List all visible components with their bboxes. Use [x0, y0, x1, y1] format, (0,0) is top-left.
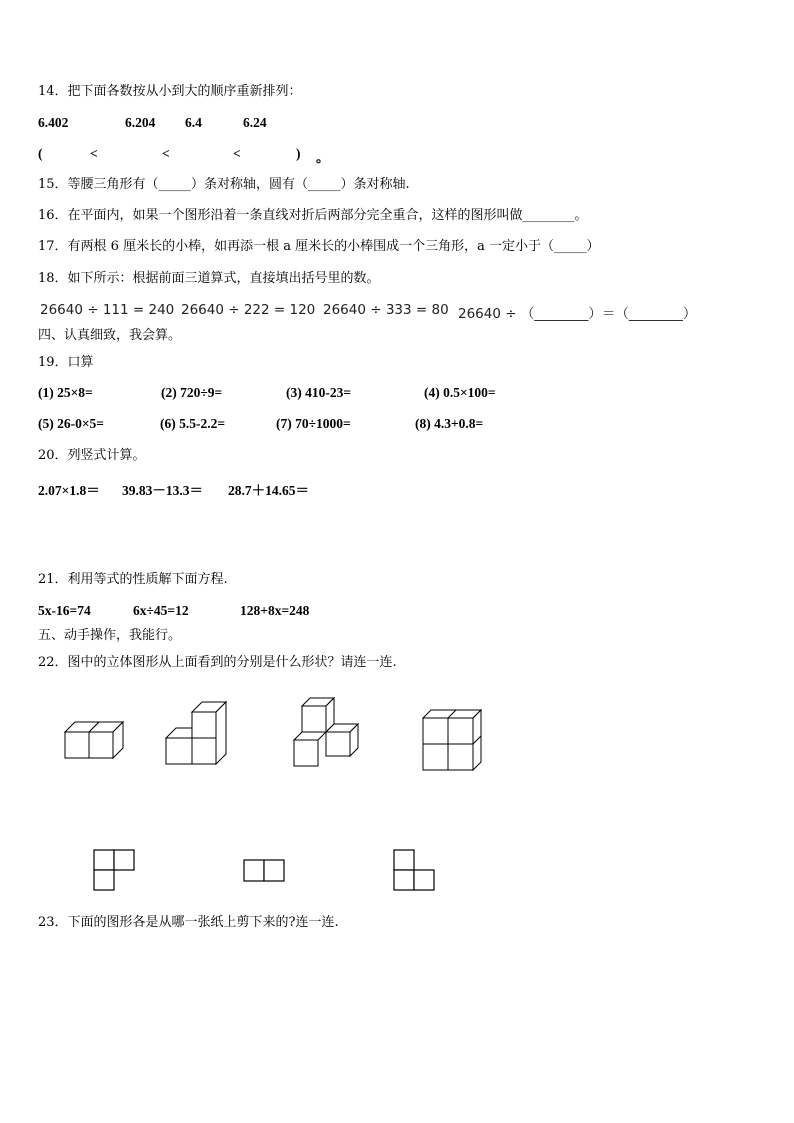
q18-equation-1: 26640 ÷ 111 = 240 [40, 302, 175, 318]
q14-less-than-3: < [233, 146, 241, 161]
q20-item-2: 39.83－13.3＝ [122, 483, 203, 498]
q19-item-8: (8) 4.3+0.8= [415, 416, 484, 431]
q19-item-7: (7) 70÷1000= [276, 416, 351, 431]
top-view-3 [392, 848, 438, 892]
q20-item-1: 2.07×1.8＝ [38, 483, 100, 498]
q14-less-than-1: < [90, 146, 98, 161]
q14-number-3: 6.4 [185, 115, 202, 130]
q19-item-3: (3) 410-23= [286, 385, 352, 400]
q14-number-2: 6.204 [125, 115, 156, 130]
top-view-2 [242, 858, 288, 884]
section-5-title: 五、动手操作，我能行。 [38, 628, 182, 643]
q20-title: 20．列竖式计算。 [38, 448, 146, 463]
q17-text: 17．有两根 6 厘米长的小棒，如再添一根 a 厘米长的小棒围成一个三角形，a 一定小于（_____） [38, 239, 600, 254]
q19-item-4: (4) 0.5×100= [424, 385, 496, 400]
solid-figure-2 [158, 698, 238, 770]
q14-number-1: 6.402 [38, 115, 69, 130]
q19-item-1: (1) 25×8= [38, 385, 93, 400]
q14-title: 14．把下面各数按从小到大的顺序重新排列： [38, 84, 302, 99]
q14-number-4: 6.24 [243, 115, 267, 130]
q19-title: 19．口算 [38, 355, 94, 370]
q14-close-paren: ) [296, 146, 301, 161]
q19-item-2: (2) 720÷9= [161, 385, 223, 400]
q19-item-5: (5) 26-0×5= [38, 416, 104, 431]
q21-item-3: 128+8x=248 [240, 603, 310, 618]
q21-item-1: 5x-16=74 [38, 603, 91, 618]
q18-equation-2: 26640 ÷ 222 = 120 [181, 302, 316, 318]
top-view-1 [92, 848, 138, 892]
solid-figure-4 [415, 706, 495, 774]
q16-text: 16．在平面内，如果一个图形沿着一条直线对折后两部分完全重合，这样的图形叫做________。 [38, 208, 588, 223]
section-4-title: 四、认真细致，我会算。 [38, 328, 182, 343]
q18-blank-equation: 26640 ÷ （________）＝（________） [458, 306, 697, 322]
q20-item-3: 28.7＋14.65＝ [228, 483, 309, 498]
solid-figure-3 [286, 696, 366, 770]
q21-item-2: 6x÷45=12 [133, 603, 189, 618]
q14-open-paren: ( [38, 146, 43, 161]
q22-title: 22．图中的立体图形从上面看到的分别是什么形状？请连一连. [38, 655, 397, 670]
q21-title: 21．利用等式的性质解下面方程. [38, 572, 228, 587]
q19-item-6: (6) 5.5-2.2= [160, 416, 226, 431]
q23-title: 23．下面的图形各是从哪一张纸上剪下来的?连一连. [38, 915, 339, 930]
q14-less-than-2: < [162, 146, 170, 161]
solid-figure-1 [55, 710, 135, 770]
q18-title: 18．如下所示：根据前面三道算式，直接填出括号里的数。 [38, 271, 380, 286]
q14-period: 。 [316, 150, 330, 165]
q15-text: 15．等腰三角形有（_____）条对称轴，圆有（_____）条对称轴. [38, 177, 410, 192]
q18-equation-3: 26640 ÷ 333 = 80 [323, 302, 449, 318]
